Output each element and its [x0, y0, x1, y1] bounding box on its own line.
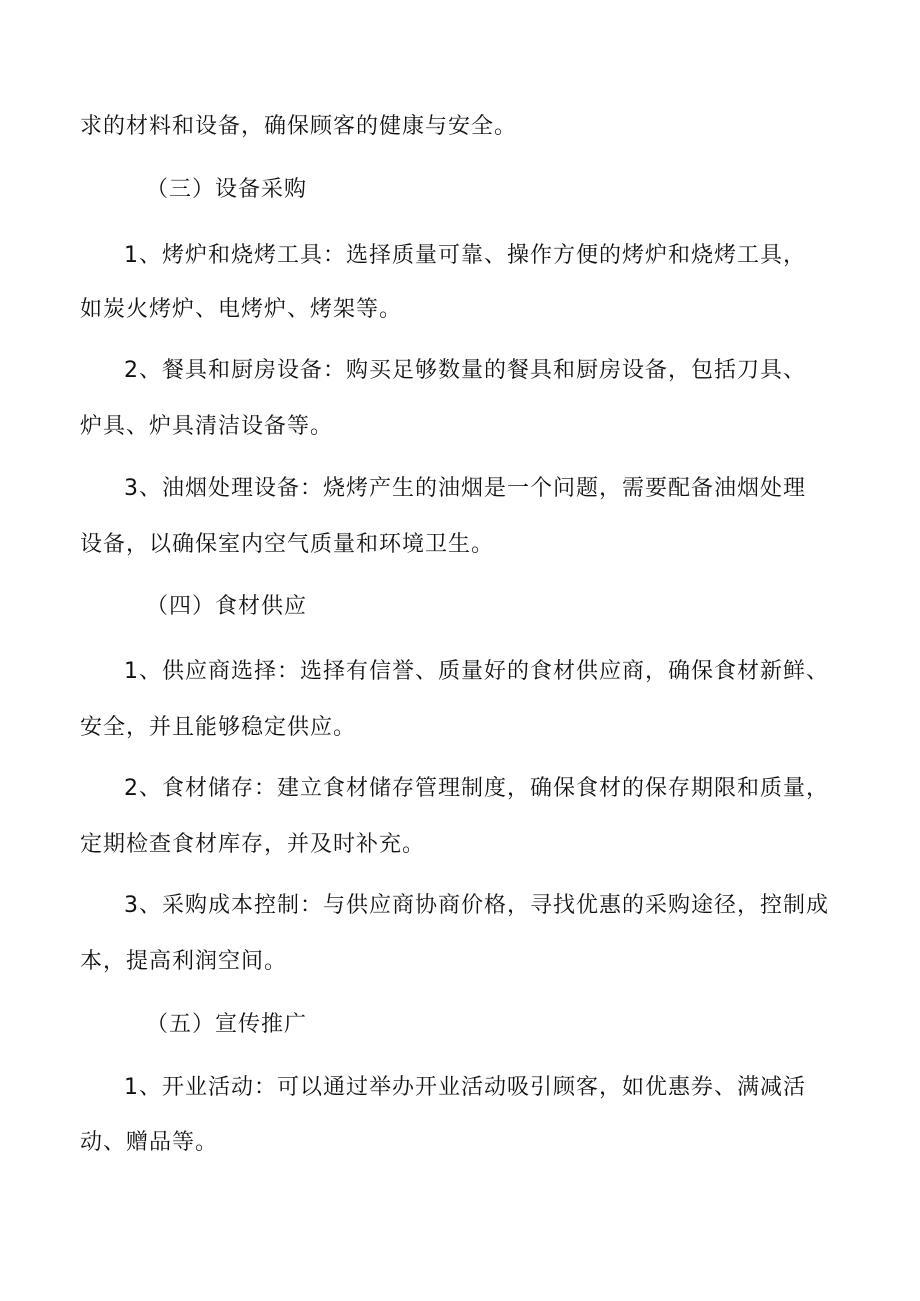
item-3-line-2: 设备，以确保室内空气质量和环境卫生。 — [80, 532, 495, 557]
supply-item-2-line-1: 2、食材储存：建立食材储存管理制度，确保食材的保存期限和质量， — [124, 776, 829, 801]
promo-item-1-line-2: 动、赠品等。 — [80, 1130, 219, 1155]
item-3-line-1: 3、油烟处理设备：烧烤产生的油烟是一个问题，需要配备油烟处理 — [124, 476, 806, 501]
item-2-line-2: 炉具、炉具清洁设备等。 — [80, 414, 334, 439]
supply-item-2-line-2: 定期检查食材库存，并及时补充。 — [80, 832, 426, 857]
supply-item-3-line-2: 本，提高利润空间。 — [80, 949, 288, 974]
section-heading-3: （三）设备采购 — [146, 177, 308, 202]
paragraph-continuation: 求的材料和设备，确保顾客的健康与安全。 — [80, 114, 518, 139]
item-1-line-2: 如炭火烤炉、电烤炉、烤架等。 — [80, 297, 403, 322]
promo-item-1-line-1: 1、开业活动：可以通过举办开业活动吸引顾客，如优惠券、满减活 — [124, 1075, 806, 1100]
section-heading-4: （四）食材供应 — [146, 594, 308, 619]
supply-item-3-line-1: 3、采购成本控制：与供应商协商价格，寻找优惠的采购途径，控制成 — [124, 893, 829, 918]
item-1-line-1: 1、烤炉和烧烤工具：选择质量可靠、操作方便的烤炉和烧烤工具， — [124, 243, 806, 268]
supply-item-1-line-2: 安全，并且能够稳定供应。 — [80, 715, 357, 740]
item-2-line-1: 2、餐具和厨房设备：购买足够数量的餐具和厨房设备，包括刀具、 — [124, 358, 806, 383]
supply-item-1-line-1: 1、供应商选择：选择有信誉、质量好的食材供应商，确保食材新鲜、 — [124, 659, 829, 684]
section-heading-5: （五）宣传推广 — [146, 1012, 308, 1037]
